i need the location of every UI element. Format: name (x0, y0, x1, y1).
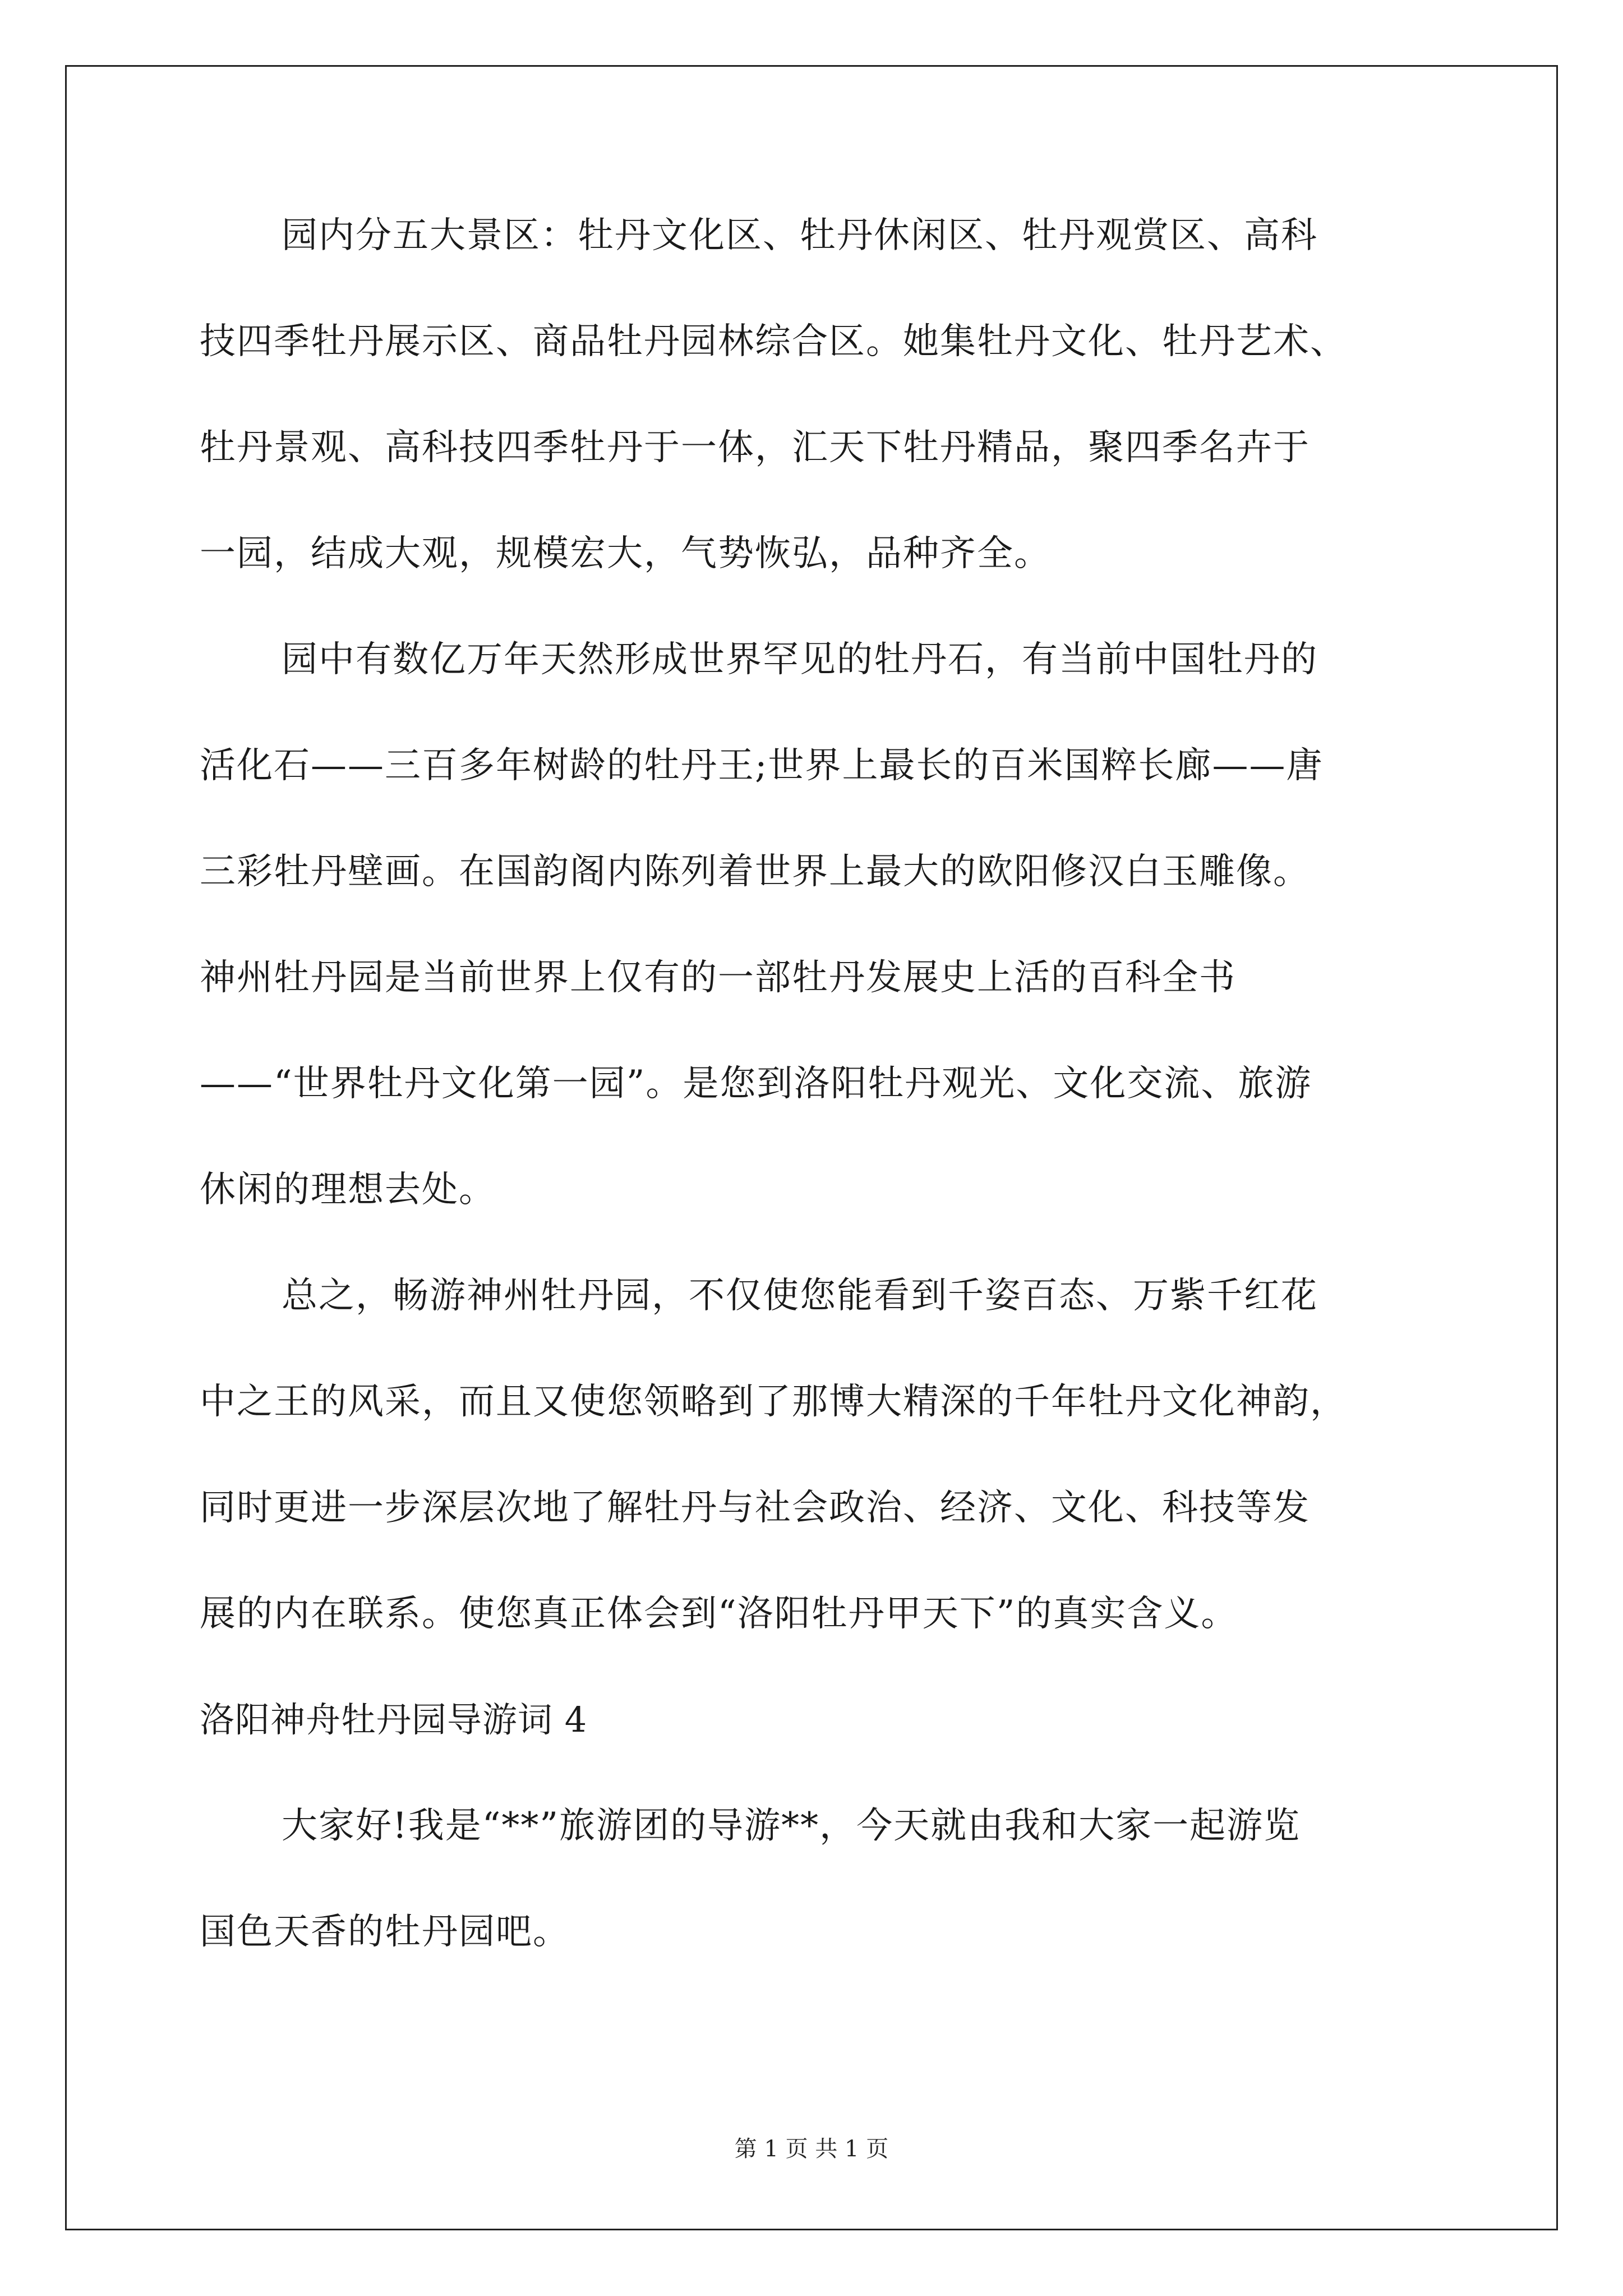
paragraph-2-line-3: 三彩牡丹壁画。在国韵阁内陈列着世界上最大的欧阳修汉白玉雕像。 (200, 851, 1310, 892)
paragraph-3-line-3: 同时更进一步深层次地了解牡丹与社会政治、经济、文化、科技等发 (200, 1487, 1310, 1529)
paragraph-3-line-4: 展的内在联系。使您真正体会到“洛阳牡丹甲天下”的真实含义。 (200, 1593, 1238, 1635)
paragraph-1-line-1: 园内分五大景区：牡丹文化区、牡丹休闲区、牡丹观赏区、高科 (282, 215, 1318, 256)
paragraph-4-line-2: 国色天香的牡丹园吧。 (200, 1911, 570, 1953)
section-heading: 洛阳神舟牡丹园导游词 4 (200, 1699, 588, 1740)
paragraph-3-line-2: 中之王的风采，而且又使您领略到了那博大精深的千年牡丹文化神韵， (200, 1381, 1347, 1423)
paragraph-2-line-1: 园中有数亿万年天然形成世界罕见的牡丹石，有当前中国牡丹的 (282, 639, 1318, 680)
paragraph-1-line-2: 技四季牡丹展示区、商品牡丹园林综合区。她集牡丹文化、牡丹艺术、 (200, 321, 1347, 362)
paragraph-4-line-1: 大家好!我是“**”旅游团的导游**，今天就由我和大家一起游览 (282, 1805, 1301, 1847)
paragraph-1-line-4: 一园，结成大观，规模宏大，气势恢弘，品种齐全。 (200, 533, 1051, 574)
paragraph-2-line-2: 活化石——三百多年树龄的牡丹王;世界上最长的百米国粹长廊——唐 (200, 745, 1324, 786)
paragraph-3-line-1: 总之，畅游神州牡丹园，不仅使您能看到千姿百态、万紫千红花 (282, 1275, 1318, 1317)
paragraph-2-line-5: ——“世界牡丹文化第一园”。是您到洛阳牡丹观光、文化交流、旅游 (200, 1063, 1312, 1105)
paragraph-2-line-6: 休闲的理想去处。 (200, 1169, 496, 1211)
page-number-footer: 第 1 页 共 1 页 (734, 2136, 889, 2162)
document-body (200, 213, 1428, 2016)
paragraph-2-line-4: 神州牡丹园是当前世界上仅有的一部牡丹发展史上活的百科全书 (200, 957, 1236, 999)
paragraph-1-line-3: 牡丹景观、高科技四季牡丹于一体，汇天下牡丹精品，聚四季名卉于 (200, 427, 1310, 468)
